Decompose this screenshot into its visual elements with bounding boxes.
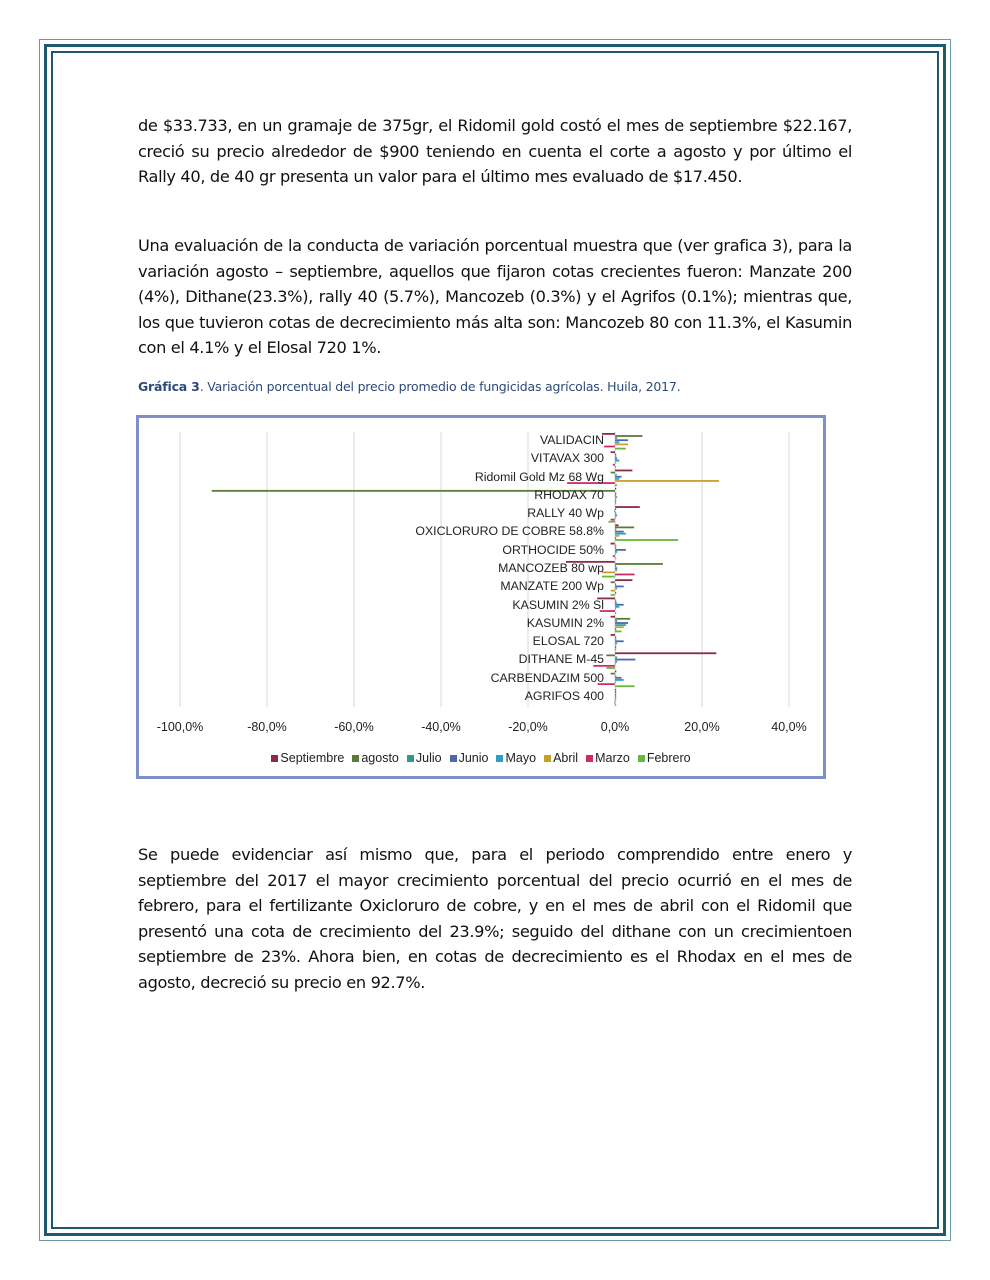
legend-item	[352, 751, 399, 765]
bar	[611, 590, 615, 592]
legend-label: Marzo	[595, 751, 630, 765]
legend-swatch-icon	[544, 755, 551, 762]
legend-item	[638, 751, 691, 765]
bar	[615, 476, 622, 478]
paragraph-3: Se puede evidenciar así mismo que, para el periodo comprendido entre enero y septiembre del 2017 el mayor crecimiento porcentual del precio ocurrió en el mes de febrero, para el fertilizante Oxicloruro de cobre, y en el mes de abril con el Ridomil que presentó una cota de crecimiento del 23.9%; seguido del dithane con un crecimientoen septiembre de 23%. Ahora bien, en cotas de decrecimiento es el Rhodax en el mes de agosto, decreció su precio en 92.7%.	[138, 845, 852, 992]
bar	[615, 661, 617, 663]
x-tick-label: 40,0%	[771, 720, 807, 734]
category-label: VALIDACIN	[539, 433, 604, 447]
bar	[615, 624, 626, 626]
bar	[615, 460, 619, 462]
legend-item	[450, 751, 489, 765]
bar	[615, 535, 619, 537]
bar	[615, 527, 634, 529]
legend-swatch-icon	[271, 755, 278, 762]
bar	[615, 506, 640, 508]
bar	[615, 659, 635, 661]
bar	[615, 496, 617, 498]
bar	[615, 579, 632, 581]
bar	[611, 519, 615, 521]
bar	[615, 435, 642, 437]
bar	[611, 472, 615, 474]
bar	[615, 524, 618, 526]
category-label: ORTHOCIDE 50%	[502, 542, 604, 557]
bar	[602, 576, 615, 578]
x-tick-label: -60,0%	[334, 720, 374, 734]
legend-label: Septiembre	[280, 751, 345, 765]
bar	[615, 679, 624, 681]
category-label: RHODAX 70	[534, 487, 604, 502]
bar	[615, 631, 622, 633]
bar	[615, 677, 622, 679]
bar-chart	[136, 415, 826, 779]
x-tick-label: 0,0%	[600, 720, 630, 734]
bar	[615, 691, 616, 693]
legend-swatch-icon	[496, 755, 503, 762]
bar	[608, 521, 615, 523]
bar	[615, 478, 619, 480]
legend-label: Junio	[458, 751, 489, 765]
x-tick-label: -20,0%	[508, 720, 548, 734]
bar	[615, 574, 635, 576]
bar	[611, 616, 615, 618]
bar	[615, 547, 616, 549]
bar	[615, 697, 616, 699]
category-label: OXICLORURO DE COBRE 58.8%	[415, 524, 604, 539]
bar	[615, 531, 624, 533]
category-label: MANCOZEB 80 wp	[498, 560, 604, 575]
bar	[615, 583, 616, 585]
x-tick-label: -80,0%	[247, 720, 287, 734]
bar	[615, 626, 624, 628]
bar	[615, 618, 630, 620]
bar	[615, 565, 616, 567]
bar	[615, 448, 626, 450]
bar	[615, 441, 619, 443]
category-label: AGRIFOS 400	[524, 688, 604, 703]
legend-label: Abril	[553, 751, 579, 765]
bar	[611, 451, 615, 453]
figure-caption	[138, 379, 680, 394]
category-label: DITHANE M-45	[518, 652, 604, 667]
category-label: KASUMIN 2% Sl	[512, 597, 604, 612]
category-label: RALLY 40 Wp	[527, 506, 604, 521]
legend-swatch-icon	[407, 755, 414, 762]
paragraph-1: de $33.733, en un gramaje de 375gr, el Ridomil gold costó el mes de septiembre $22.167, creció su precio alrededor de $900 teniendo en cuenta el corte a agosto y por último el Rally 40, de 40 gr presenta un valor para el último mes evaluado de $17.450.	[138, 116, 852, 187]
bar	[606, 667, 615, 669]
bar	[615, 553, 616, 555]
bar	[615, 604, 624, 606]
legend-swatch-icon	[586, 755, 593, 762]
paragraph-2: Una evaluación de la conducta de variación porcentual muestra que (ver grafica 3), para la variación agosto – septiembre, aquellos que fijaron cotas crecientes fueron: Manzate 200 (4%), Dithane(23.3%), rally 40 (5.7%), Mancozeb (0.3%) y el Agrifos (0.1%); mientras que, los que tuvieron cotas de decrecimiento más alta son: Mancozeb 80 con 11.3%, el Kasumin con el 4.1% y el Elosal 720 1%.	[138, 236, 852, 358]
bar	[615, 533, 626, 535]
legend-item	[544, 751, 578, 765]
legend-item	[586, 751, 630, 765]
bar	[615, 480, 719, 482]
bar	[615, 649, 616, 651]
legend-item	[496, 751, 536, 765]
legend-item	[271, 751, 344, 765]
bar	[615, 470, 632, 472]
bar	[615, 586, 624, 588]
category-label: ELOSAL 720	[532, 634, 604, 649]
category-label: MANZATE 200 Wp	[500, 579, 604, 594]
legend-label: Julio	[415, 751, 442, 765]
bar	[615, 549, 626, 551]
bar	[615, 592, 616, 594]
bar	[615, 439, 628, 441]
bar	[604, 446, 615, 448]
bar	[615, 685, 635, 687]
bar	[615, 444, 628, 446]
x-tick-label: -40,0%	[421, 720, 461, 734]
bar	[611, 543, 615, 545]
category-label: Ridomil Gold Mz 68 Wg	[474, 469, 604, 484]
legend-swatch-icon	[352, 755, 359, 762]
bar	[606, 654, 615, 656]
chart-legend	[139, 751, 823, 765]
bar	[615, 622, 628, 624]
bar	[615, 466, 616, 468]
category-label: VITAVAX 300	[530, 451, 604, 466]
bar	[615, 539, 678, 541]
x-tick-label: -100,0%	[156, 720, 204, 734]
bar	[615, 640, 624, 642]
legend-label: Mayo	[505, 751, 537, 765]
legend-label: Febrero	[646, 751, 691, 765]
bar	[611, 634, 615, 636]
bar	[615, 652, 716, 654]
bar	[615, 628, 616, 630]
bar	[611, 673, 615, 675]
legend-swatch-icon	[450, 755, 457, 762]
caption-text: . Variación porcentual del precio promedio de fungicidas agrícolas. Huila, 2017.	[199, 379, 681, 394]
category-label: CARBENDAZIM 500	[490, 670, 604, 685]
x-tick-label: 20,0%	[684, 720, 720, 734]
bar	[611, 594, 615, 596]
bar	[615, 606, 619, 608]
legend-item	[407, 751, 442, 765]
caption-label: Gráfica 3	[138, 379, 200, 394]
legend-swatch-icon	[638, 755, 645, 762]
bar	[615, 508, 616, 510]
bar	[615, 563, 663, 565]
category-label: KASUMIN 2%	[526, 615, 604, 630]
legend-label: agosto	[361, 751, 399, 765]
bar	[611, 581, 615, 583]
bar	[615, 484, 617, 486]
